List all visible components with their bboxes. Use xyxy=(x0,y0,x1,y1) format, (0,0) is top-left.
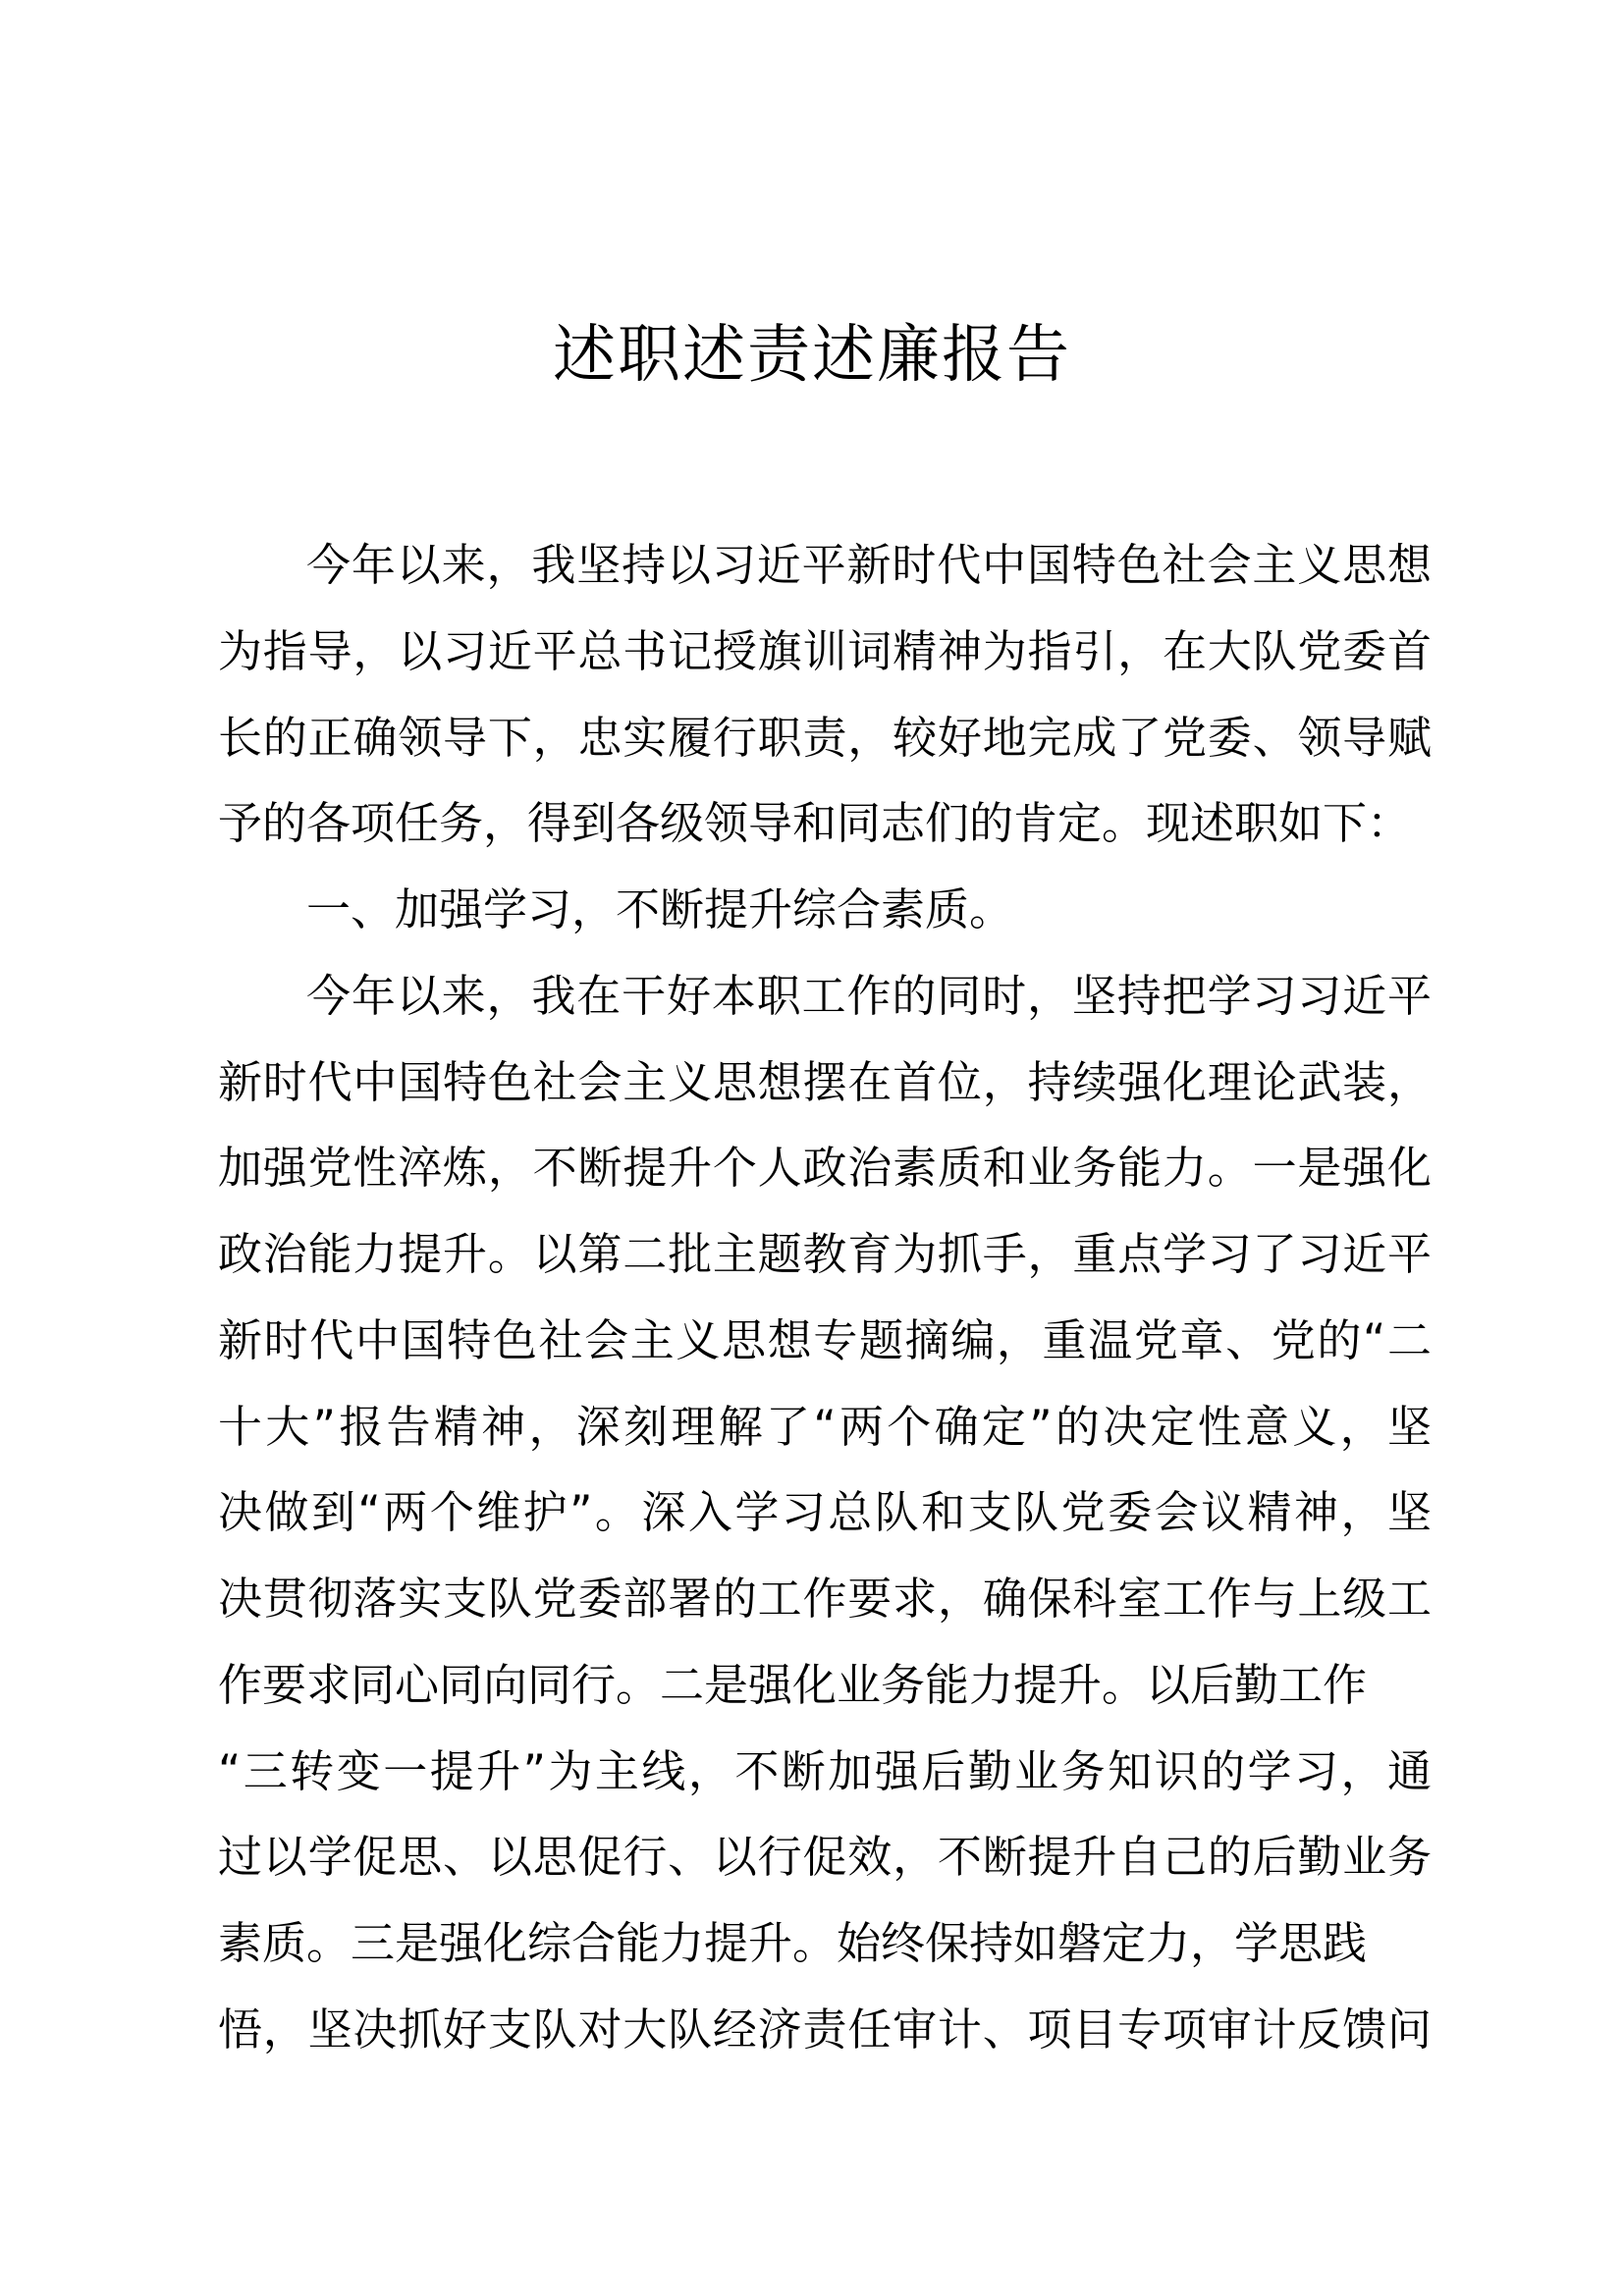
paragraph-line: 今年以来，我在干好本职工作的同时，坚持把学习习近平 xyxy=(306,970,1432,1022)
paragraph-line: 决做到“两个维护”。深入学习总队和支队党委会议精神，坚 xyxy=(218,1486,1432,1538)
paragraph-line: 加强党性淬炼，不断提升个人政治素质和业务能力。一是强化 xyxy=(218,1142,1432,1194)
paragraph-line: 长的正确领导下，忠实履行职责，较好地完成了党委、领导赋 xyxy=(218,712,1432,764)
paragraph-line: 新时代中国特色社会主义思想摆在首位，持续强化理论武装， xyxy=(218,1056,1432,1108)
paragraph-line: 作要求同心同向同行。二是强化业务能力提升。以后勤工作 xyxy=(218,1659,1368,1711)
paragraph-line: 为指导，以习近平总书记授旗训词精神为指引，在大队党委首 xyxy=(218,625,1432,677)
paragraph-line: “三转变一提升”为主线，不断加强后勤业务知识的学习，通 xyxy=(218,1745,1432,1797)
paragraph-line: 十大”报告精神，深刻理解了“两个确定”的决定性意义，坚 xyxy=(218,1401,1432,1453)
section-heading: 一、加强学习，不断提升综合素质。 xyxy=(306,883,1014,935)
paragraph-line: 予的各项任务，得到各级领导和同志们的肯定。现述职如下： xyxy=(218,797,1412,849)
paragraph-line: 政治能力提升。以第二批主题教育为抓手，重点学习了习近平 xyxy=(218,1228,1432,1280)
paragraph-line: 决贯彻落实支队党委部署的工作要求，确保科室工作与上级工 xyxy=(218,1573,1432,1625)
paragraph-line: 素质。三是强化综合能力提升。始终保持如磐定力，学思践 xyxy=(218,1917,1368,1969)
paragraph-line: 今年以来，我坚持以习近平新时代中国特色社会主义思想 xyxy=(306,539,1432,591)
document-title: 述职述责述廉报告 xyxy=(553,319,1071,392)
paragraph-line: 新时代中国特色社会主义思想专题摘编，重温党章、党的“二 xyxy=(218,1314,1432,1366)
paragraph-line: 悟，坚决抓好支队对大队经济责任审计、项目专项审计反馈问 xyxy=(218,2003,1432,2056)
paragraph-line: 过以学促思、以思促行、以行促效，不断提升自己的后勤业务 xyxy=(218,1831,1432,1883)
